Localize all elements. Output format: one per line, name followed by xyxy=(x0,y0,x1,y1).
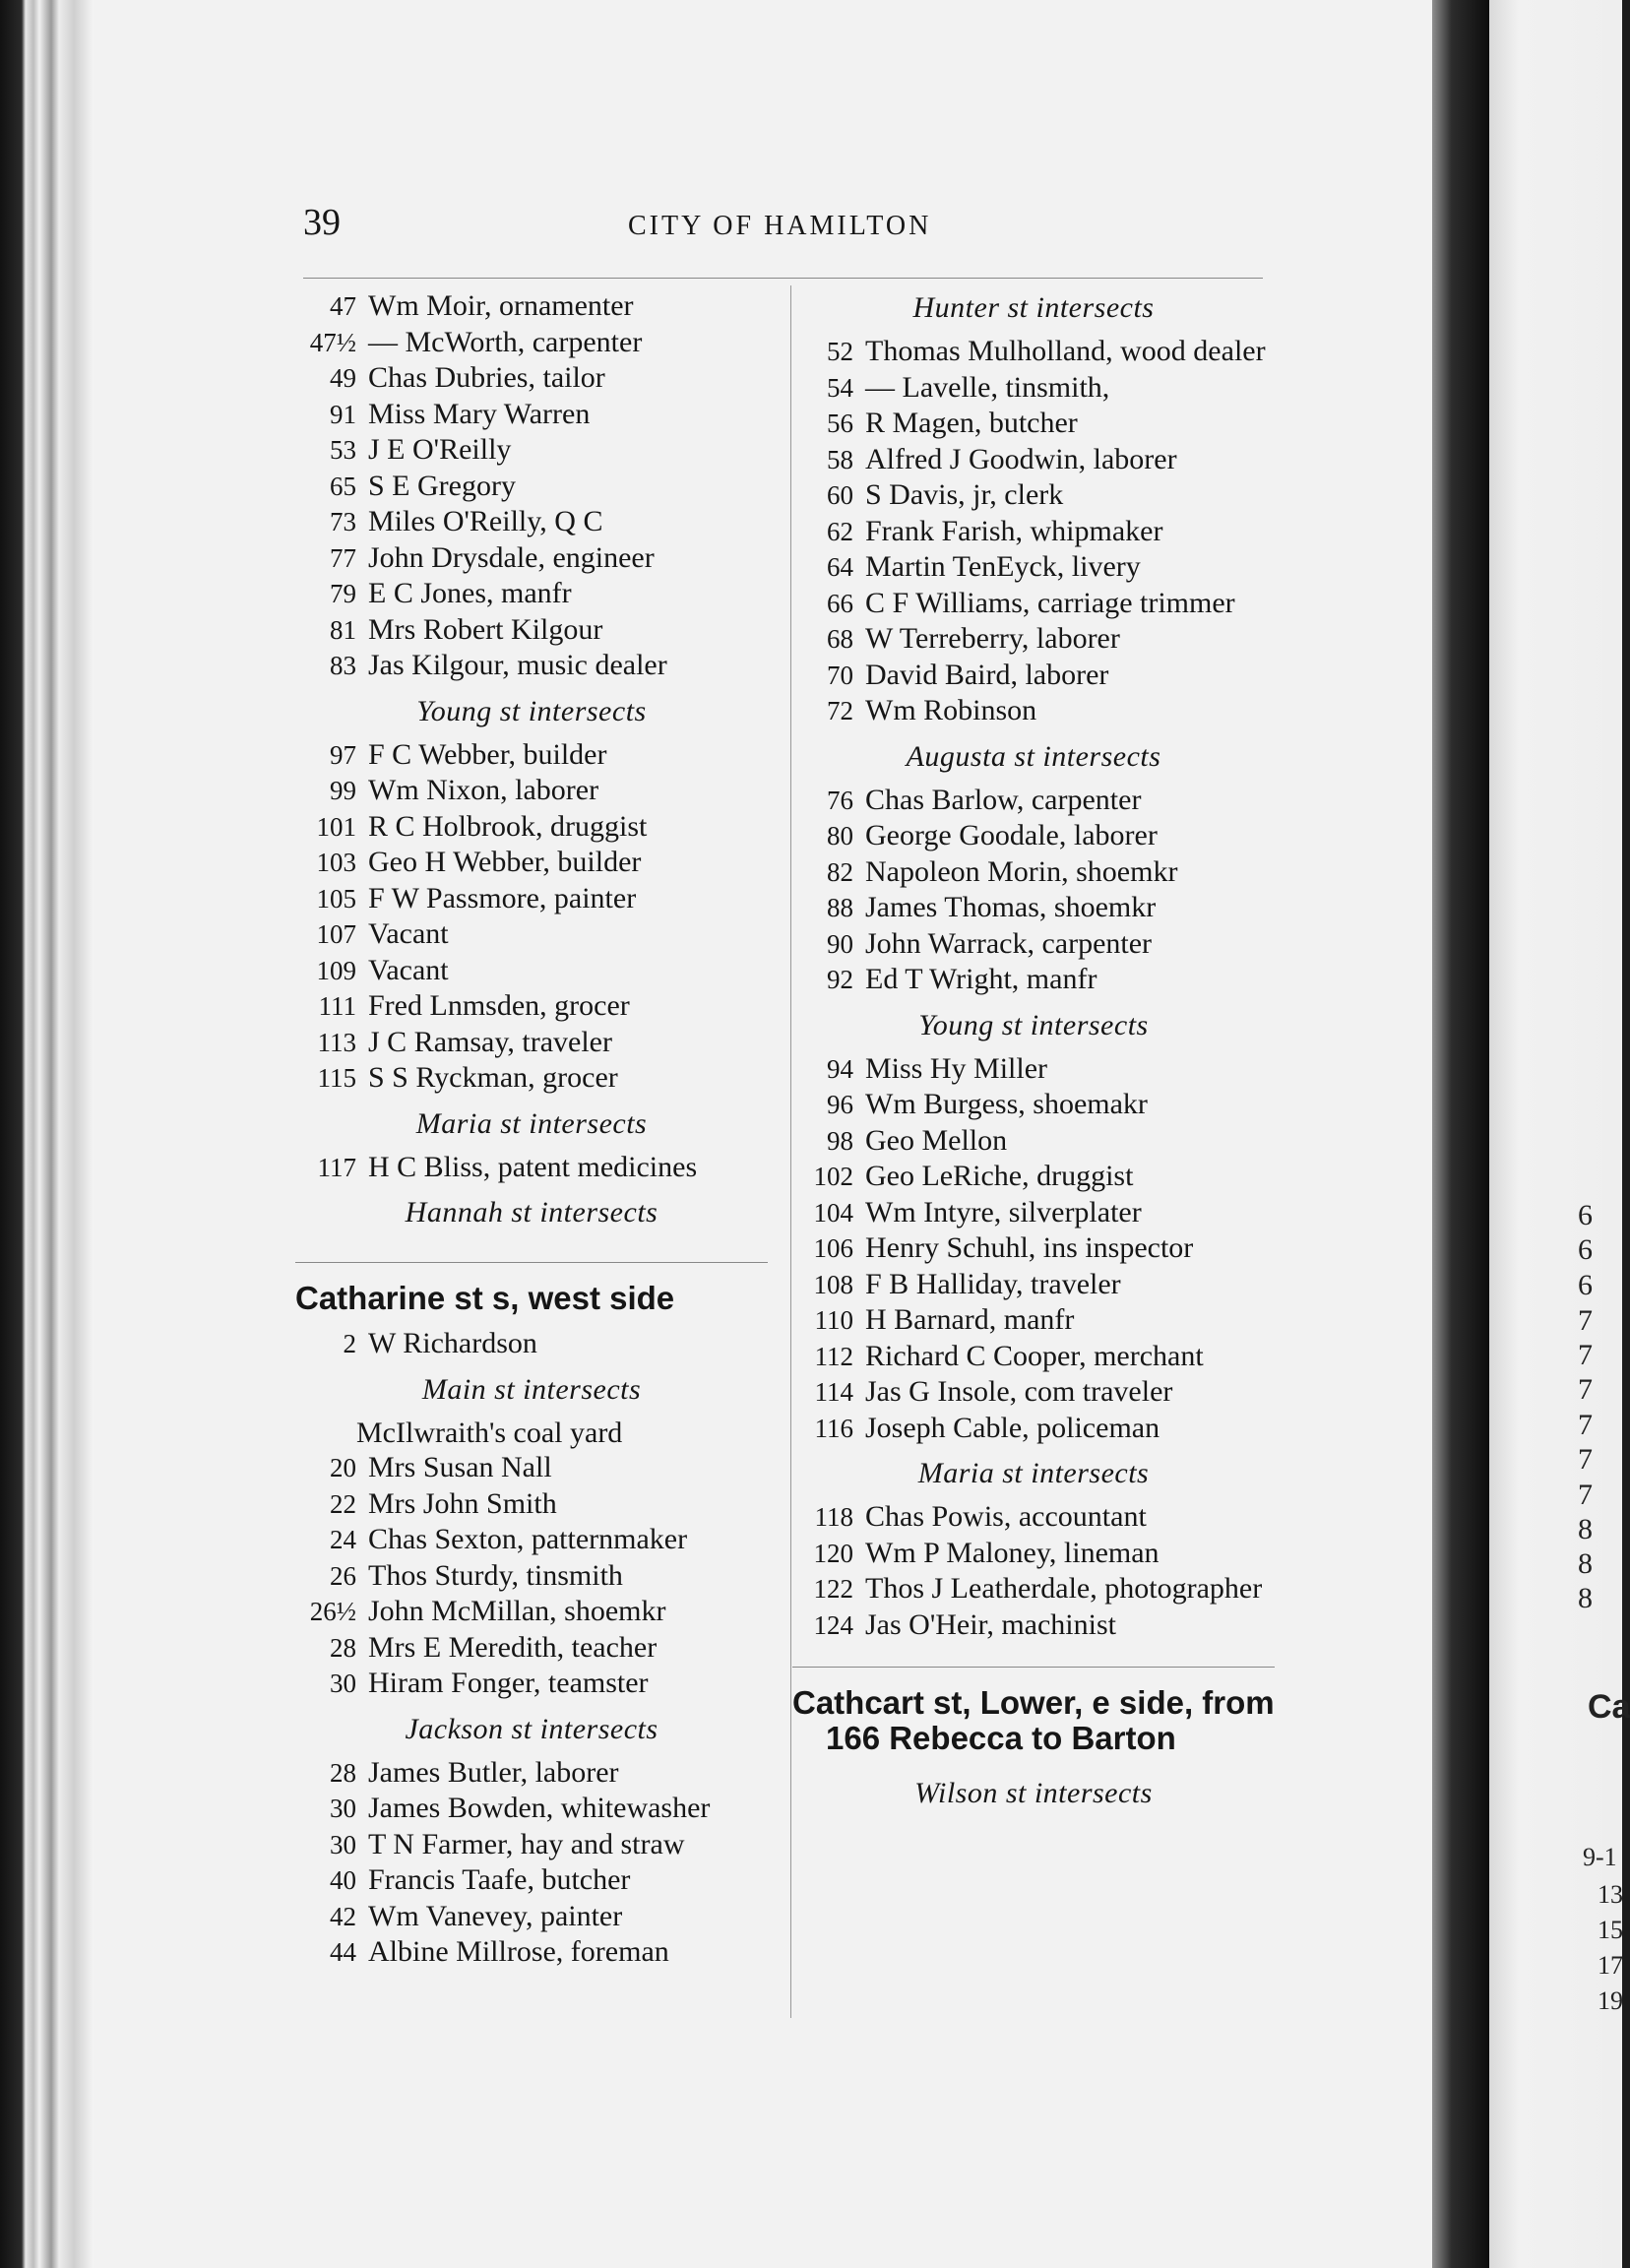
house-number: 24 xyxy=(330,1525,356,1554)
house-number: 117 xyxy=(317,1152,356,1182)
resident-name: — McWorth, carpenter xyxy=(368,325,643,358)
intersection-note: Young st intersects xyxy=(918,1008,1149,1041)
resident-name: H C Bliss, patent medicines xyxy=(368,1150,698,1183)
resident-name: Geo Mellon xyxy=(865,1123,1008,1157)
directory-entry xyxy=(295,576,768,612)
directory-entry xyxy=(792,1123,1275,1160)
resident-name: Thos J Leatherdale, photographer xyxy=(865,1572,1263,1605)
resident-name: F C Webber, builder xyxy=(368,737,607,771)
house-number: 122 xyxy=(813,1574,853,1604)
running-title: CITY OF HAMILTON xyxy=(628,211,932,241)
intersection-note: Main st intersects xyxy=(421,1372,642,1406)
resident-name: Mrs Susan Nall xyxy=(368,1451,552,1483)
house-number: 102 xyxy=(813,1162,853,1191)
directory-entry xyxy=(295,1630,768,1667)
street-section-heading: Catharine st s, west side xyxy=(295,1280,675,1316)
directory-entry xyxy=(295,1486,768,1523)
resident-name: Geo LeRiche, druggist xyxy=(865,1160,1134,1192)
resident-name: Jas O'Heir, machinist xyxy=(865,1607,1116,1641)
left-column xyxy=(295,288,768,1971)
directory-entry xyxy=(295,1522,768,1558)
house-number: 82 xyxy=(827,856,853,887)
house-number: 30 xyxy=(330,1829,356,1859)
house-number: 109 xyxy=(316,955,356,985)
resident-name: Geo H Webber, builder xyxy=(368,846,642,878)
house-number: 26 xyxy=(330,1560,356,1591)
resident-name: Frank Farish, whipmaker xyxy=(865,514,1163,547)
resident-name: Hiram Fonger, teamster xyxy=(368,1667,649,1699)
house-number: 107 xyxy=(316,919,356,949)
fragment-text: 13 xyxy=(1598,1880,1623,1909)
fragment-text: 15 xyxy=(1598,1916,1623,1944)
entry-list xyxy=(295,1755,768,1971)
resident-name: Albine Millrose, foreman xyxy=(368,1935,669,1968)
house-number: 47½ xyxy=(309,327,356,357)
house-number: 92 xyxy=(827,965,853,994)
house-number: 105 xyxy=(316,883,356,914)
house-number: 60 xyxy=(827,480,853,510)
page-header xyxy=(303,201,1268,250)
resident-name: F W Passmore, painter xyxy=(368,881,637,914)
house-number: 113 xyxy=(317,1027,356,1057)
directory-entry xyxy=(295,288,768,325)
directory-entry xyxy=(792,586,1275,622)
fragment-text: 6 xyxy=(1578,1199,1593,1231)
resident-name: R C Holbrook, druggist xyxy=(368,809,648,843)
house-number: 80 xyxy=(827,821,853,850)
house-number: 90 xyxy=(827,928,853,959)
house-number: 98 xyxy=(827,1125,853,1156)
entry-list xyxy=(792,1499,1275,1643)
directory-entry xyxy=(792,783,1275,819)
entry-list xyxy=(792,1051,1275,1447)
resident-name: David Baird, laborer xyxy=(865,658,1109,691)
directory-entry xyxy=(792,1536,1275,1572)
house-number: 88 xyxy=(827,893,853,922)
house-number: 108 xyxy=(813,1269,853,1299)
fragment-text: 19 xyxy=(1598,1986,1623,2015)
resident-name: Mrs E Meredith, teacher xyxy=(368,1630,658,1664)
house-number: 20 xyxy=(330,1453,356,1482)
directory-entry xyxy=(295,988,768,1025)
resident-name: George Goodale, laborer xyxy=(865,819,1158,851)
entry-list xyxy=(295,1450,768,1702)
directory-entry xyxy=(295,1827,768,1863)
directory-entry xyxy=(295,360,768,397)
directory-entry xyxy=(792,1499,1275,1536)
directory-entry xyxy=(295,397,768,433)
directory-entry xyxy=(295,540,768,577)
directory-entry xyxy=(792,926,1275,963)
house-number: 56 xyxy=(827,409,853,438)
intersection-note: Maria st intersects xyxy=(415,1106,648,1140)
directory-entry xyxy=(295,1862,768,1899)
directory-entry xyxy=(792,1051,1275,1088)
resident-name: Wm Vanevey, painter xyxy=(368,1899,623,1932)
directory-entry xyxy=(792,442,1275,478)
house-number: 79 xyxy=(330,579,356,608)
intersection-note: Wilson st intersects xyxy=(914,1777,1153,1809)
house-number: 52 xyxy=(827,337,853,366)
directory-entry xyxy=(792,477,1275,514)
directory-entry xyxy=(295,1899,768,1935)
resident-name: R Magen, butcher xyxy=(865,407,1078,439)
house-number: 76 xyxy=(827,785,853,815)
house-number: 91 xyxy=(330,399,356,429)
resident-name: Jas G Insole, com traveler xyxy=(865,1375,1173,1408)
intersection-note: Hunter st intersects xyxy=(912,291,1155,324)
directory-entry xyxy=(295,612,768,649)
house-number: 58 xyxy=(827,444,853,474)
directory-entry xyxy=(295,916,768,953)
resident-name: Chas Barlow, carpenter xyxy=(865,783,1142,816)
house-number: 28 xyxy=(330,1757,356,1788)
house-number: 44 xyxy=(330,1937,356,1967)
house-number: 81 xyxy=(330,614,356,645)
directory-entry xyxy=(792,1607,1275,1644)
house-number: 103 xyxy=(316,848,356,877)
house-number: 72 xyxy=(827,696,853,725)
resident-name: Joseph Cable, policeman xyxy=(865,1411,1160,1444)
house-number: 26½ xyxy=(309,1597,356,1626)
directory-entry xyxy=(295,1666,768,1702)
directory-entry xyxy=(295,845,768,881)
house-number: 110 xyxy=(814,1305,853,1335)
fragment-text: 7 xyxy=(1578,1479,1593,1511)
house-number: 28 xyxy=(330,1632,356,1663)
house-number: 97 xyxy=(330,739,356,770)
resident-name: Wm P Maloney, lineman xyxy=(865,1536,1160,1569)
resident-name: Napoleon Morin, shoemkr xyxy=(865,854,1178,888)
fragment-text: 8 xyxy=(1578,1513,1593,1545)
resident-name: E C Jones, manfr xyxy=(368,577,572,609)
fragment-text: 6 xyxy=(1578,1269,1593,1301)
resident-name: Thos Sturdy, tinsmith xyxy=(368,1558,623,1592)
directory-entry xyxy=(792,334,1275,370)
resident-name: W Richardson xyxy=(368,1327,537,1359)
directory-entry xyxy=(295,1594,768,1630)
fragment-text: 7 xyxy=(1578,1443,1593,1476)
fragment-text: 7 xyxy=(1578,1339,1593,1371)
house-number: 30 xyxy=(330,1794,356,1823)
resident-name: Fred Lnmsden, grocer xyxy=(368,989,630,1022)
resident-name: S Davis, jr, clerk xyxy=(865,478,1064,511)
fragment-text: 17 xyxy=(1598,1951,1623,1980)
directory-entry xyxy=(792,658,1275,694)
section-rule xyxy=(792,1667,1275,1668)
resident-name: Wm Robinson xyxy=(865,694,1037,726)
section-rule xyxy=(295,1262,768,1263)
house-number: 65 xyxy=(330,471,356,501)
resident-name: Wm Nixon, laborer xyxy=(368,774,599,806)
directory-entry xyxy=(792,621,1275,658)
directory-entry xyxy=(295,953,768,989)
directory-entry xyxy=(295,325,768,361)
entry-list xyxy=(295,737,768,1097)
resident-name: H Barnard, manfr xyxy=(865,1303,1075,1336)
entry-list xyxy=(295,1150,768,1186)
resident-name: Mrs Robert Kilgour xyxy=(368,612,603,646)
directory-entry xyxy=(792,890,1275,926)
house-number: 115 xyxy=(317,1063,356,1093)
directory-entry xyxy=(792,1302,1275,1339)
book-binding-edge xyxy=(0,0,94,2268)
intersection-note: Maria st intersects xyxy=(917,1457,1150,1489)
directory-entry xyxy=(295,1791,768,1827)
resident-name: James Butler, laborer xyxy=(368,1755,619,1789)
directory-entry xyxy=(295,881,768,917)
resident-name: Wm Moir, ornamenter xyxy=(368,289,634,322)
directory-entry xyxy=(295,1755,768,1792)
house-number: 116 xyxy=(814,1413,853,1443)
house-number: 99 xyxy=(330,776,356,805)
house-number: 70 xyxy=(827,660,853,690)
directory-entry xyxy=(295,432,768,469)
resident-name: Mrs John Smith xyxy=(368,1486,557,1520)
entry-list xyxy=(295,1326,768,1362)
resident-name: Wm Burgess, shoemakr xyxy=(865,1088,1148,1120)
resident-name: W Terreberry, laborer xyxy=(865,622,1120,655)
house-number: 111 xyxy=(318,991,356,1021)
house-number: 77 xyxy=(330,542,356,573)
fragment-text: 7 xyxy=(1578,1373,1593,1406)
header-rule xyxy=(303,278,1263,279)
resident-name: John Warrack, carpenter xyxy=(865,926,1153,960)
page-number: 39 xyxy=(303,202,341,243)
entry-list xyxy=(295,288,768,684)
entry-list xyxy=(792,783,1275,998)
house-number: 94 xyxy=(827,1053,853,1084)
fragment-text: 7 xyxy=(1578,1409,1593,1441)
directory-entry xyxy=(295,1558,768,1595)
house-number: 64 xyxy=(827,552,853,582)
house-number: 114 xyxy=(814,1377,853,1407)
intersection-note: Jackson st intersects xyxy=(405,1712,658,1745)
resident-name: C F Williams, carriage trimmer xyxy=(865,586,1235,619)
directory-entry xyxy=(295,1060,768,1097)
directory-entry xyxy=(792,962,1275,998)
directory-entry xyxy=(792,370,1275,407)
house-number: 120 xyxy=(813,1538,853,1568)
house-number: 53 xyxy=(330,435,356,465)
directory-entry xyxy=(792,1267,1275,1303)
adjacent-page-fragment xyxy=(1489,0,1630,2268)
house-number: 30 xyxy=(330,1669,356,1698)
house-number: 22 xyxy=(330,1488,356,1519)
resident-name: Thomas Mulholland, wood dealer xyxy=(865,335,1266,367)
resident-name: J C Ramsay, traveler xyxy=(368,1025,612,1058)
resident-name: Francis Taafe, butcher xyxy=(368,1863,631,1896)
resident-name: John McMillan, shoemkr xyxy=(368,1595,666,1627)
directory-entry xyxy=(295,504,768,540)
house-number: 2 xyxy=(343,1329,356,1358)
directory-entry xyxy=(295,1934,768,1971)
resident-name: Vacant xyxy=(368,953,449,986)
house-number: 104 xyxy=(813,1197,853,1228)
resident-name: Chas Sexton, patternmaker xyxy=(368,1523,688,1555)
fragment-heading: Ca xyxy=(1588,1688,1630,1726)
fragment-text: 7 xyxy=(1578,1304,1593,1337)
page-gutter xyxy=(1432,0,1489,2268)
house-number: 42 xyxy=(330,1901,356,1931)
directory-entry xyxy=(792,1411,1275,1447)
resident-name: Richard C Cooper, merchant xyxy=(865,1339,1204,1372)
house-number: 83 xyxy=(330,651,356,680)
directory-entry xyxy=(295,1450,768,1486)
directory-entry xyxy=(792,1374,1275,1411)
directory-entry xyxy=(792,693,1275,729)
intersection-note: Hannah st intersects xyxy=(405,1196,658,1228)
house-number: 106 xyxy=(813,1233,853,1263)
resident-name: James Bowden, whitewasher xyxy=(368,1792,711,1824)
house-number: 118 xyxy=(814,1502,853,1532)
resident-name: Jas Kilgour, music dealer xyxy=(368,649,667,681)
house-number: 47 xyxy=(330,291,356,321)
directory-entry xyxy=(792,854,1275,891)
directory-entry xyxy=(792,1087,1275,1123)
resident-name: S S Ryckman, grocer xyxy=(368,1061,618,1094)
fragment-text: 8 xyxy=(1578,1547,1593,1580)
intersection-note: Young st intersects xyxy=(416,694,647,727)
directory-entry xyxy=(792,1159,1275,1195)
house-number: 62 xyxy=(827,516,853,546)
resident-name: J E O'Reilly xyxy=(368,433,512,466)
resident-name: T N Farmer, hay and straw xyxy=(368,1827,685,1860)
directory-entry xyxy=(295,737,768,774)
resident-name: Chas Powis, accountant xyxy=(865,1500,1147,1533)
directory-entry xyxy=(295,1150,768,1186)
directory-entry xyxy=(295,773,768,809)
resident-name: Miss Hy Miller xyxy=(865,1051,1048,1085)
house-number: 124 xyxy=(813,1609,853,1640)
directory-entry: McIlwraith's coal yard xyxy=(356,1416,623,1449)
house-number: 66 xyxy=(827,588,853,618)
resident-name: Chas Dubries, tailor xyxy=(368,361,605,394)
intersection-note: Augusta st intersects xyxy=(906,739,1161,773)
directory-entry xyxy=(295,648,768,684)
resident-name: Alfred J Goodwin, laborer xyxy=(865,442,1177,475)
directory-entry xyxy=(295,469,768,505)
directory-entry xyxy=(792,1571,1275,1607)
resident-name: — Lavelle, tinsmith, xyxy=(865,370,1110,404)
resident-name: John Drysdale, engineer xyxy=(368,540,655,574)
fragment-text: 6 xyxy=(1578,1233,1593,1266)
resident-name: Martin TenEyck, livery xyxy=(865,550,1141,583)
resident-name: Miss Mary Warren xyxy=(368,397,591,430)
house-number: 73 xyxy=(330,507,356,536)
house-number: 49 xyxy=(330,363,356,393)
resident-name: S E Gregory xyxy=(368,469,516,502)
house-number: 68 xyxy=(827,624,853,654)
directory-entry xyxy=(295,1326,768,1362)
house-number: 101 xyxy=(316,811,356,842)
directory-entry xyxy=(295,809,768,846)
resident-name: Wm Intyre, silverplater xyxy=(865,1195,1142,1228)
resident-name: Miles O'Reilly, Q C xyxy=(368,505,603,537)
resident-name: Ed T Wright, manfr xyxy=(865,963,1097,995)
directory-entry xyxy=(792,1195,1275,1231)
directory-entry xyxy=(792,406,1275,442)
column-divider xyxy=(790,285,791,2018)
resident-name: James Thomas, shoemkr xyxy=(865,891,1157,923)
directory-entry xyxy=(792,818,1275,854)
entry-list xyxy=(792,334,1275,729)
house-number: 112 xyxy=(814,1341,853,1371)
fragment-text: 8 xyxy=(1578,1582,1593,1614)
resident-name: F B Halliday, traveler xyxy=(865,1267,1121,1300)
house-number: 40 xyxy=(330,1865,356,1895)
fragment-text: 9-1 xyxy=(1583,1843,1617,1871)
right-column xyxy=(792,288,1275,1819)
directory-entry xyxy=(792,549,1275,586)
street-section-heading: Cathcart st, Lower, e side, from 166 Rebecca to Barton xyxy=(792,1684,1275,1756)
resident-name: Vacant xyxy=(368,917,449,950)
resident-name: Henry Schuhl, ins inspector xyxy=(865,1231,1194,1264)
directory-entry xyxy=(792,1339,1275,1375)
directory-entry xyxy=(792,1230,1275,1267)
house-number: 96 xyxy=(827,1090,853,1119)
house-number: 54 xyxy=(827,372,853,403)
directory-entry xyxy=(295,1025,768,1061)
directory-entry xyxy=(792,514,1275,550)
